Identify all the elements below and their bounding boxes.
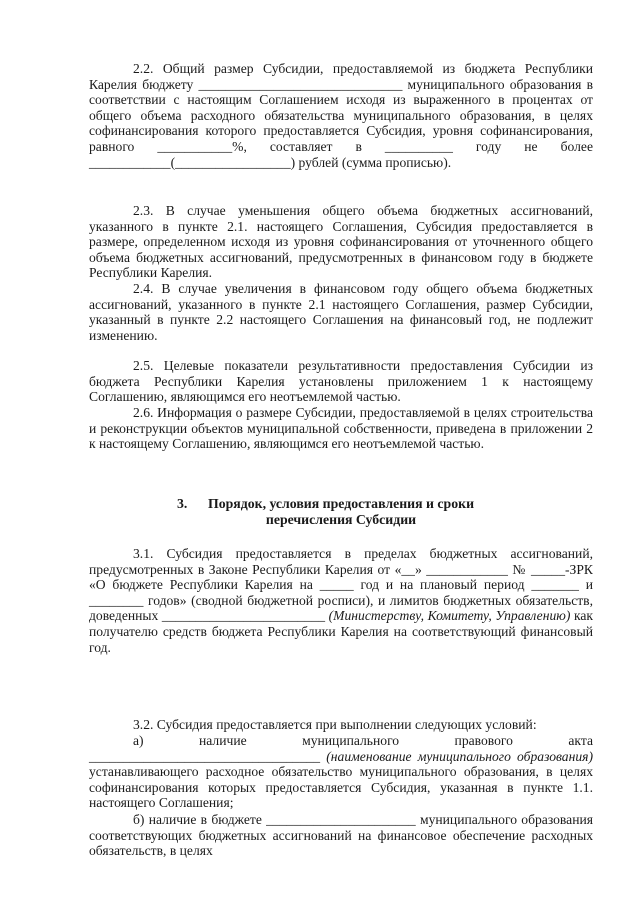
paragraph-2-2: 2.2. Общий размер Субсидии, предоставляемой из бюджета Республики Карелия бюджету ______________________________ муниципального образования в соответствии с настоящим Соглашением исходя из выраженного в процентах от общего объема расходного обязательства муниципального образования, в целях софинансирования которого предоставляется Субсидия, уровня софинансирования, равного ___________%, составляет в __________ году не более ____________(_________________) рублей (сумма прописью). bbox=[89, 61, 593, 170]
paragraph-3-2-a-text-a: а) наличие муниципального правового акта __________________________________ bbox=[89, 733, 593, 764]
paragraph-3-2: 3.2. Субсидия предоставляется при выполнении следующих условий: bbox=[133, 717, 537, 732]
paragraph-2-3: 2.3. В случае уменьшения общего объема бюджетных ассигнований, указанного в пункте 2.1. настоящего Соглашения, Субсидия предоставляется в размере, определенном исходя из уровня софинансирования от уточненного общего объема бюджетных ассигнований, предусмотренных в финансовом году в бюджете Республики Карелия. bbox=[89, 203, 593, 281]
paragraph-3-1-text-a: 3.1. Субсидия предоставляется в пределах бюджетных ассигнований, предусмотренных в Законе Республики Карелия от «__» ____________ № _____-ЗРК «О бюджете Республики Карелия на _____ год и на плановый период _______ и ________ годов» (сводной бюджетной росписи), и лимитов бюджетных обязательств, доведенных ________________________ bbox=[89, 546, 593, 624]
paragraph-2-5: 2.5. Целевые показатели результативности предоставления Субсидии из бюджета Республики Карелия установлены приложением 1 к настоящему Соглашению, являющимся его неотъемлемой частью. bbox=[89, 358, 593, 405]
section-3-title-line-1: Порядок, условия предоставления и сроки bbox=[207, 496, 475, 511]
section-3-title-line-2: перечисления Субсидии bbox=[265, 512, 417, 527]
paragraph-3-2-a-text-b: устанавливающего расходное обязательство муниципального образования, в целях софинансирования которых предоставляется Субсидия, указанная в пункте 1.1. настоящего Соглашения; bbox=[89, 764, 593, 811]
paragraph-3-2-b: б) наличие в бюджете ______________________ муниципального образования соответствующих бюджетных ассигнований на финансовое обеспечение расходных обязательств, в целях bbox=[89, 812, 593, 859]
paragraph-3-1 bbox=[89, 546, 593, 655]
paragraph-3-2-a bbox=[89, 733, 593, 811]
paragraph-2-6: 2.6. Информация о размере Субсидии, предоставляемой в целях строительства и реконструкции объектов муниципальной собственности, приведена в приложении 2 к настоящему Соглашению, являющимся его неотъемлемой частью. bbox=[89, 405, 593, 452]
paragraph-2-4: 2.4. В случае увеличения в финансовом году общего объема бюджетных ассигнований, указанного в пункте 2.1 настоящего Соглашения, размер Субсидии, указанный в пункте 2.2 настоящего Соглашения на финансовый год, не подлежит изменению. bbox=[89, 281, 593, 343]
section-3-heading bbox=[89, 496, 593, 528]
paragraph-3-1-text-b: как получателю средств бюджета Республики Карелия на соответствующий финансовый год. bbox=[89, 608, 593, 655]
section-3-number: 3. bbox=[177, 496, 188, 511]
paragraph-3-2-a-italic: (наименование муниципального образования) bbox=[326, 748, 593, 764]
paragraph-3-1-italic: (Министерству, Комитету, Управлению) bbox=[328, 608, 571, 624]
